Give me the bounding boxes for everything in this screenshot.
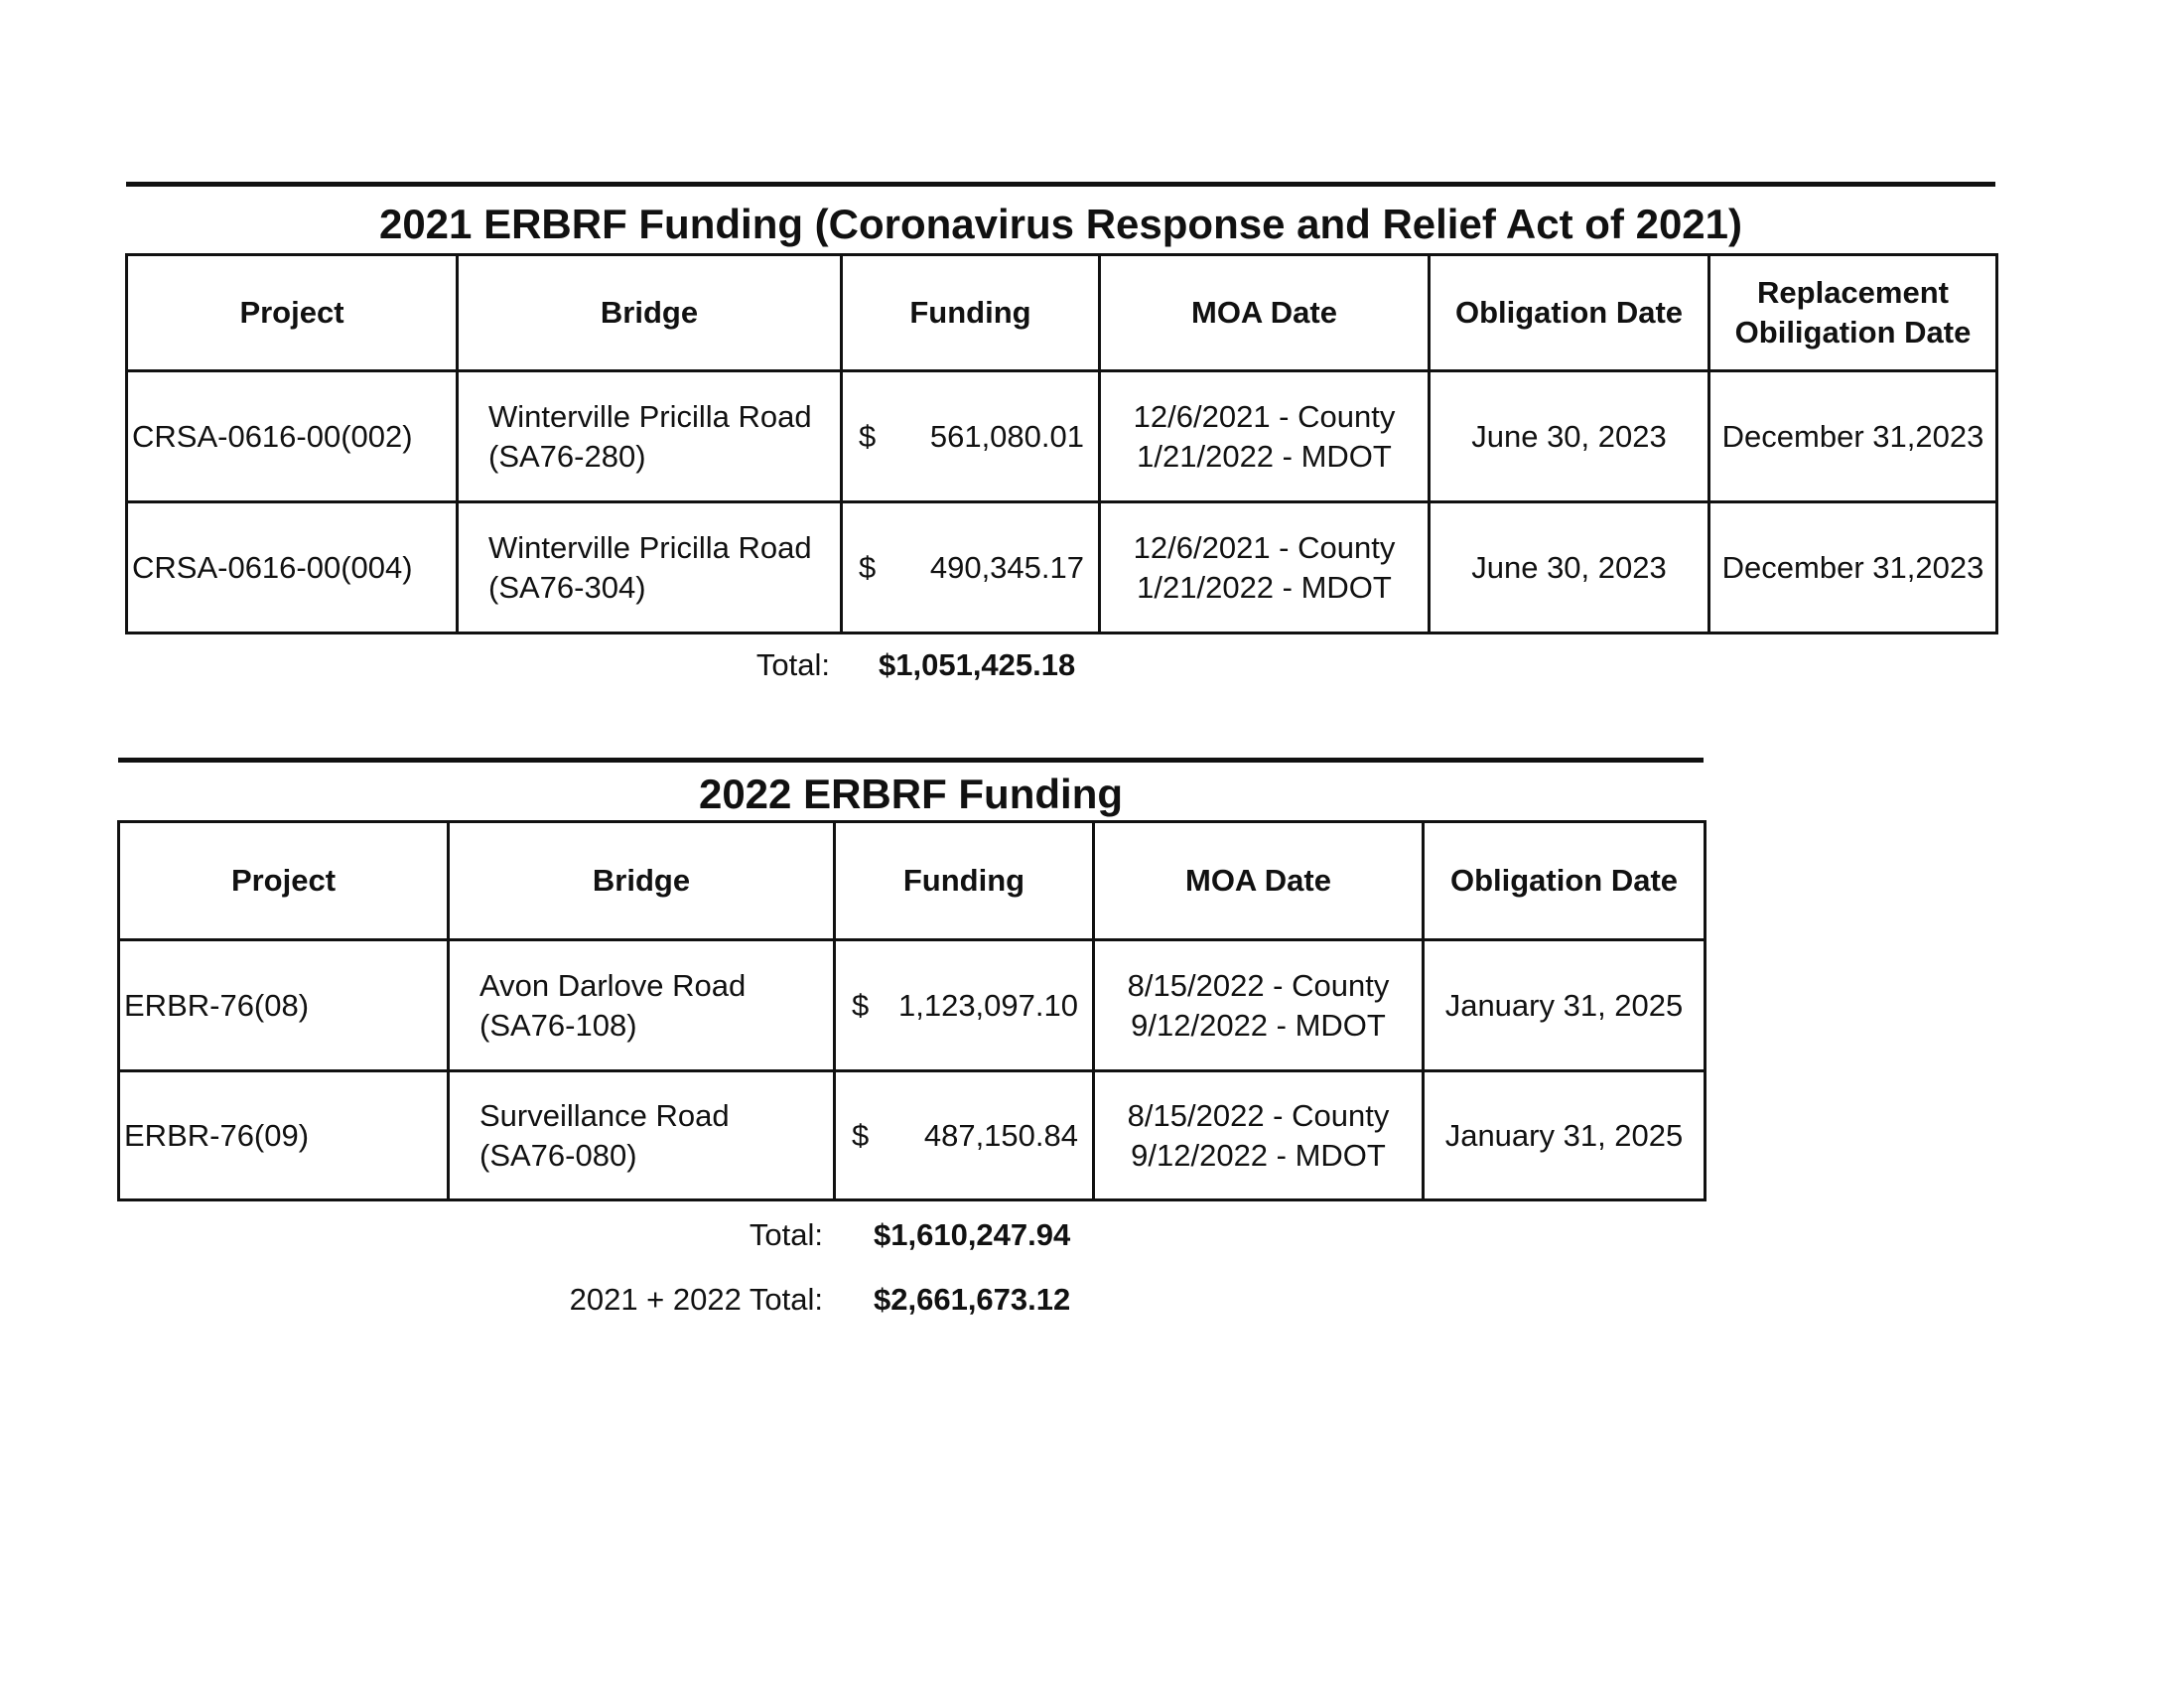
table-row xyxy=(127,371,1997,502)
table-row xyxy=(119,940,1706,1071)
obligation-date-cell: January 31, 2025 xyxy=(1424,1071,1706,1200)
funding-table-2022 xyxy=(117,820,1706,1201)
total-value-2021: $1,051,425.18 xyxy=(879,647,1076,682)
moa-county: 12/6/2021 - County xyxy=(1133,529,1396,565)
header-row xyxy=(127,255,1997,371)
funding-amount: 490,345.17 xyxy=(929,549,1084,585)
project-cell: ERBR-76(08) xyxy=(119,940,449,1071)
grand-total-label: 2021 + 2022 Total: xyxy=(569,1282,823,1317)
obligation-date-cell: June 30, 2023 xyxy=(1430,371,1709,502)
total-value-2022: $1,610,247.94 xyxy=(874,1217,1071,1252)
funding-amount: 1,123,097.10 xyxy=(897,987,1078,1023)
bridge-id: (SA76-304) xyxy=(488,569,646,605)
moa-mdot: 1/21/2022 - MDOT xyxy=(1137,569,1392,605)
moa-date-cell xyxy=(1100,371,1430,502)
header-moa-date: MOA Date xyxy=(1094,822,1424,940)
moa-county: 12/6/2021 - County xyxy=(1133,398,1396,434)
header-bridge: Bridge xyxy=(458,255,842,371)
moa-date-cell xyxy=(1094,1071,1424,1200)
funding-cell xyxy=(842,371,1100,502)
obligation-date-cell: January 31, 2025 xyxy=(1424,940,1706,1071)
header-obligation-date: Obligation Date xyxy=(1424,822,1706,940)
funding-table-2021 xyxy=(125,253,1998,634)
bridge-name: Surveillance Road xyxy=(479,1097,730,1133)
top-rule-2021 xyxy=(126,182,1995,187)
moa-county: 8/15/2022 - County xyxy=(1127,1097,1390,1133)
total-label-2022: Total: xyxy=(749,1217,823,1252)
moa-date-cell xyxy=(1100,502,1430,633)
header-replacement-obligation-date: Replacement Obiligation Date xyxy=(1709,255,1997,371)
bridge-cell xyxy=(449,1071,835,1200)
header-row xyxy=(119,822,1706,940)
moa-date-cell xyxy=(1094,940,1424,1071)
bridge-id: (SA76-080) xyxy=(479,1137,637,1173)
currency-symbol: $ xyxy=(859,418,877,454)
funding-amount: 487,150.84 xyxy=(923,1117,1078,1153)
header-project: Project xyxy=(127,255,458,371)
header-bridge: Bridge xyxy=(449,822,835,940)
header-moa-date: MOA Date xyxy=(1100,255,1430,371)
funding-cell xyxy=(842,502,1100,633)
replacement-date-cell: December 31,2023 xyxy=(1709,502,1997,633)
moa-mdot: 9/12/2022 - MDOT xyxy=(1131,1137,1386,1173)
funding-amount: 561,080.01 xyxy=(929,418,1084,454)
replacement-date-cell: December 31,2023 xyxy=(1709,371,1997,502)
funding-cell xyxy=(835,940,1094,1071)
bridge-cell xyxy=(458,371,842,502)
moa-county: 8/15/2022 - County xyxy=(1127,967,1390,1003)
table-title-2021: 2021 ERBRF Funding (Coronavirus Response and Relief Act of 2021) xyxy=(378,201,1743,247)
grand-total-value: $2,661,673.12 xyxy=(874,1282,1071,1317)
funding-cell xyxy=(835,1071,1094,1200)
top-rule-2022 xyxy=(118,758,1704,763)
total-label-2021: Total: xyxy=(755,647,830,682)
table-row xyxy=(127,502,1997,633)
moa-mdot: 1/21/2022 - MDOT xyxy=(1137,438,1392,474)
header-funding: Funding xyxy=(842,255,1100,371)
header-obligation-date: Obligation Date xyxy=(1430,255,1709,371)
moa-mdot: 9/12/2022 - MDOT xyxy=(1131,1007,1386,1043)
currency-symbol: $ xyxy=(859,549,877,585)
bridge-cell xyxy=(449,940,835,1071)
bridge-cell xyxy=(458,502,842,633)
header-project: Project xyxy=(119,822,449,940)
project-cell: CRSA-0616-00(004) xyxy=(127,502,458,633)
currency-symbol: $ xyxy=(852,1117,870,1153)
project-cell: CRSA-0616-00(002) xyxy=(127,371,458,502)
bridge-name: Winterville Pricilla Road xyxy=(488,398,812,434)
header-funding: Funding xyxy=(835,822,1094,940)
obligation-date-cell: June 30, 2023 xyxy=(1430,502,1709,633)
bridge-name: Avon Darlove Road xyxy=(479,967,747,1003)
currency-symbol: $ xyxy=(852,987,870,1023)
project-cell: ERBR-76(09) xyxy=(119,1071,449,1200)
bridge-name: Winterville Pricilla Road xyxy=(488,529,812,565)
bridge-id: (SA76-280) xyxy=(488,438,646,474)
bridge-id: (SA76-108) xyxy=(479,1007,637,1043)
table-row xyxy=(119,1071,1706,1200)
table-title-2022: 2022 ERBRF Funding xyxy=(698,771,1124,817)
